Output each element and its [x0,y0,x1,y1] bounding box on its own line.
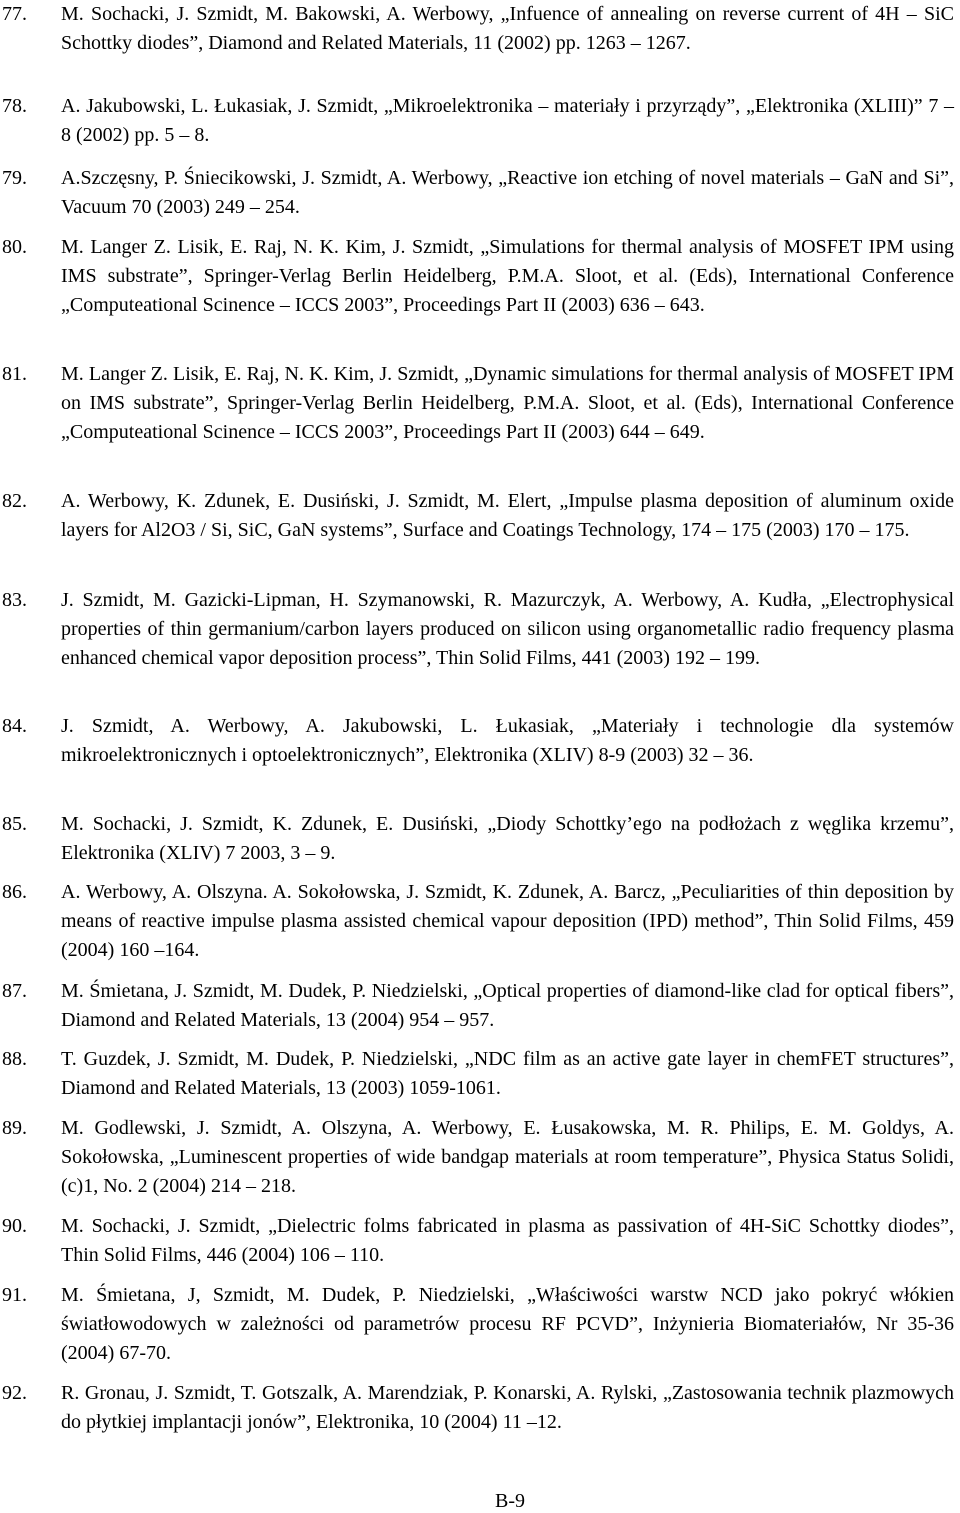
reference-number: 91. [2,1284,27,1306]
reference-number: 78. [2,95,27,117]
reference-text: M. Godlewski, J. Szmidt, A. Olszyna, A. Werbowy, E. Łusakowska, M. R. Philips, E. M. Goldys, A. Sokołowska, „Luminescent properties of wide bandgap materials at room temperature”, Physica Status Solidi, (c)1, No. 2 (2004) 214 – 218. [61,1117,954,1197]
reference-text: M. Langer Z. Lisik, E. Raj, N. K. Kim, J. Szmidt, „Dynamic simulations for thermal analysis of MOSFET IPM on IMS substrate”, Springer-Verlag Berlin Heidelberg, P.M.A. Sloot, et al. (Eds), International Conference „Computeational Scinence – ICCS 2003”, Proceedings Part II (2003) 644 – 649. [61,363,954,443]
reference-text: A.Szczęsny, P. Śniecikowski, J. Szmidt, A. Werbowy, „Reactive ion etching of novel materials – GaN and Si”, Vacuum 70 (2003) 249 – 254. [61,167,954,218]
reference-text: A. Werbowy, K. Zdunek, E. Dusiński, J. Szmidt, M. Elert, „Impulse plasma deposition of aluminum oxide layers for Al2O3 / Si, SiC, GaN systems”, Surface and Coatings Technology, 174 – 175 (2003) 170 – 175. [61,490,954,541]
reference-number: 90. [2,1215,27,1237]
reference-number: 80. [2,236,27,258]
reference-number: 83. [2,589,27,611]
reference-number: 88. [2,1048,27,1070]
reference-text: M. Śmietana, J, Szmidt, M. Dudek, P. Niedzielski, „Właściwości warstw NCD jako pokryć włókien światłowodowych w zależności od parametrów procesu RF PCVD”, Inżynieria Biomateriałów, Nr 35-36 (2004) 67-70. [61,1284,954,1364]
reference-number: 89. [2,1117,27,1139]
reference-text: A. Jakubowski, L. Łukasiak, J. Szmidt, „Mikroelektronika – materiały i przyrządy”, „Elektronika (XLIII)” 7 – 8 (2002) pp. 5 – 8. [61,95,954,146]
reference-number: 84. [2,715,27,737]
page-number: B-9 [495,1490,525,1512]
reference-number: 85. [2,813,27,835]
reference-text: J. Szmidt, M. Gazicki-Lipman, H. Szymanowski, R. Mazurczyk, A. Werbowy, A. Kudła, „Electrophysical properties of thin germanium/carbon layers produced on silicon using organometallic radio frequency plasma enhanced chemical vapor deposition process”, Thin Solid Films, 441 (2003) 192 – 199. [61,589,954,669]
reference-number: 87. [2,980,27,1002]
reference-number: 92. [2,1382,27,1404]
reference-text: M. Sochacki, J. Szmidt, „Dielectric folms fabricated in plasma as passivation of 4H-SiC Schottky diodes”, Thin Solid Films, 446 (2004) 106 – 110. [61,1215,954,1266]
reference-text: M. Śmietana, J. Szmidt, M. Dudek, P. Niedzielski, „Optical properties of diamond-like clad for optical fibers”, Diamond and Related Materials, 13 (2004) 954 – 957. [61,980,954,1031]
reference-number: 79. [2,167,27,189]
reference-text: T. Guzdek, J. Szmidt, M. Dudek, P. Niedzielski, „NDC film as an active gate layer in chemFET structures”, Diamond and Related Materials, 13 (2003) 1059-1061. [61,1048,954,1099]
reference-text: M. Sochacki, J. Szmidt, M. Bakowski, A. Werbowy, „Infuence of annealing on reverse current of 4H – SiC Schottky diodes”, Diamond and Related Materials, 11 (2002) pp. 1263 – 1267. [61,3,954,54]
reference-number: 82. [2,490,27,512]
reference-text: A. Werbowy, A. Olszyna. A. Sokołowska, J. Szmidt, K. Zdunek, A. Barcz, „Peculiarities of thin deposition by means of reactive impulse plasma assisted chemical vapour deposition (IPD) method”, Thin Solid Films, 459 (2004) 160 –164. [61,881,954,961]
reference-text: R. Gronau, J. Szmidt, T. Gotszalk, A. Marendziak, P. Konarski, A. Rylski, „Zastosowania technik plazmowych do płytkiej implantacji jonów”, Elektronika, 10 (2004) 11 –12. [61,1382,954,1433]
reference-number: 77. [2,3,27,25]
reference-text: J. Szmidt, A. Werbowy, A. Jakubowski, L. Łukasiak, „Materiały i technologie dla systemów mikroelektronicznych i optoelektronicznych”, Elektronika (XLIV) 8-9 (2003) 32 – 36. [61,715,954,766]
reference-number: 86. [2,881,27,903]
reference-text: M. Langer Z. Lisik, E. Raj, N. K. Kim, J. Szmidt, „Simulations for thermal analysis of MOSFET IPM using IMS substrate”, Springer-Verlag Berlin Heidelberg, P.M.A. Sloot, et al. (Eds), International Conference „Computeational Scinence – ICCS 2003”, Proceedings Part II (2003) 636 – 643. [61,236,954,316]
reference-text: M. Sochacki, J. Szmidt, K. Zdunek, E. Dusiński, „Diody Schottky’ego na podłożach z węglika krzemu”, Elektronika (XLIV) 7 2003, 3 – 9. [61,813,954,864]
reference-number: 81. [2,363,27,385]
